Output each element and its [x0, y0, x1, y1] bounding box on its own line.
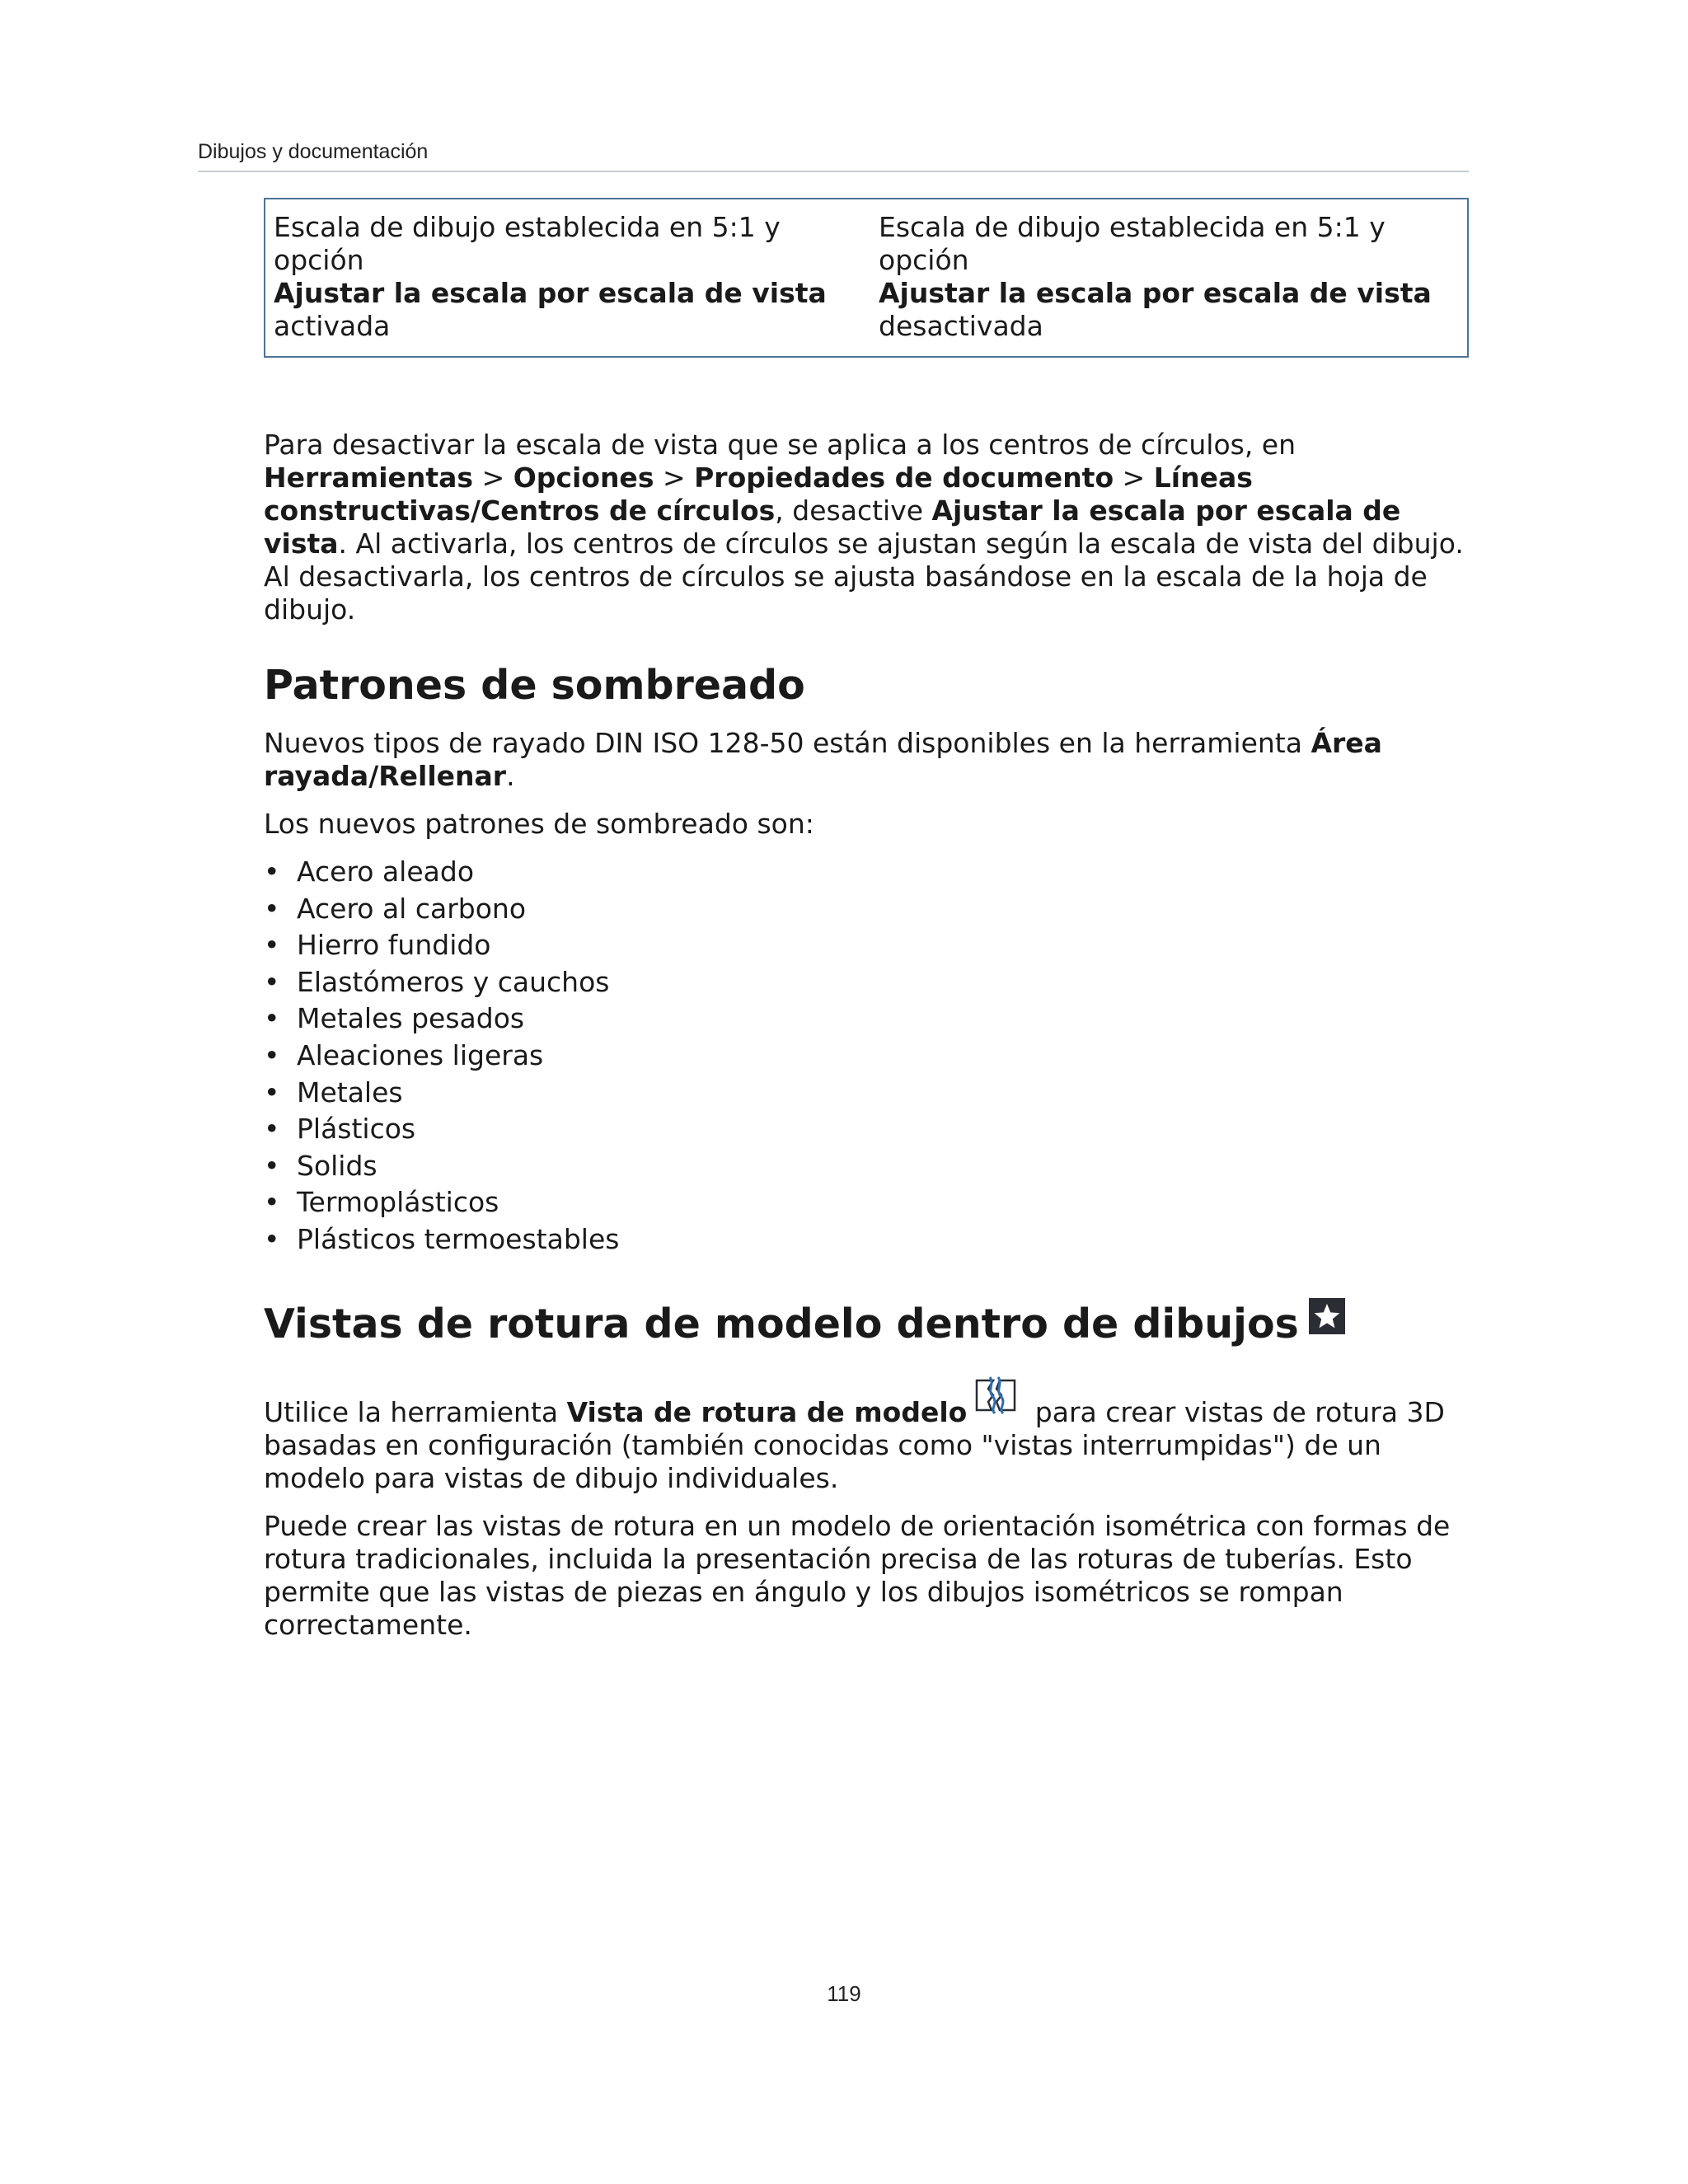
list-item: • Plásticos termoestables	[264, 1221, 1469, 1258]
tool-name-area-hatch: Área rayada/Rellenar	[264, 727, 1382, 792]
paragraph-model-break-tool: Utilice la herramienta Vista de rotura de modelo para crear vistas de rotura 3D basadas en configuración (también conocidas como "vistas interrumpidas") de un modelo para vistas de dibujo individuales.	[264, 1374, 1469, 1495]
menu-path-tools: Herramientas	[264, 462, 474, 494]
hatch-pattern-list	[264, 854, 1469, 1258]
list-item: • Aleaciones ligeras	[264, 1038, 1469, 1075]
page-content	[264, 198, 1469, 1642]
paragraph-patterns-lead: Los nuevos patrones de sombreado son:	[264, 808, 814, 840]
option-state: activada	[274, 310, 391, 342]
list-item: • Plásticos	[264, 1111, 1469, 1148]
list-item: • Metales pesados	[264, 1001, 1469, 1038]
list-item: • Metales	[264, 1075, 1469, 1112]
option-name: Ajustar la escala por escala de vista	[879, 277, 1432, 309]
table-cell-deactivated: Escala de dibujo establecida en 5:1 y opción Ajustar la escala por escala de vista desactivada	[879, 211, 1432, 342]
paragraph-isometric-breaks: Puede crear las vistas de rotura en un modelo de orientación isométrica con formas de rotura tradicionales, incluida la presentación precisa de las roturas de tuberías. Esto permite que las vistas de piezas en ángulo y los dibujos isométricos se rompan correctamente.	[264, 1509, 1451, 1641]
list-item: • Acero al carbono	[264, 891, 1469, 928]
list-item: • Hierro fundido	[264, 927, 1469, 964]
paragraph-hatch-intro: Nuevos tipos de rayado DIN ISO 128-50 están disponibles en la herramienta Área rayada/Rellenar.	[264, 727, 1382, 792]
table-cell-activated: Escala de dibujo establecida en 5:1 y opción Ajustar la escala por escala de vista activada	[274, 211, 827, 342]
menu-path-centerlines: Líneas constructivas/Centros de círculos	[264, 462, 1253, 527]
section-title-model-break-views: Vistas de rotura de modelo dentro de dibujos	[264, 1298, 1469, 1349]
section-title-hatch-patterns: Patrones de sombreado	[264, 662, 805, 709]
list-item: • Elastómeros y cauchos	[264, 964, 1469, 1001]
scale-comparison-table	[264, 198, 1469, 358]
tool-name-model-break-view: Vista de rotura de modelo	[566, 1395, 968, 1428]
list-item: • Solids	[264, 1148, 1469, 1185]
model-break-view-icon	[973, 1374, 1020, 1415]
option-name: Ajustar la escala por escala de vista	[264, 494, 1401, 560]
paragraph-disable-view-scale: Para desactivar la escala de vista que se aplica a los centros de círculos, en Herramientas > Opciones > Propiedades de documento > Líneas constructivas/Centros de círculos, desactive Ajustar la escala por escala de vista. Al activarla, los centros de círculos se ajustan según la escala de vista del dibujo. Al desactivarla, los centros de círculos se ajusta basándose en la escala de la hoja de dibujo.	[264, 429, 1464, 626]
menu-path-document-properties: Propiedades de documento	[694, 462, 1114, 494]
list-item: • Termoplásticos	[264, 1184, 1469, 1221]
option-state: desactivada	[879, 310, 1043, 342]
running-header: Dibujos y documentación	[198, 140, 1469, 172]
option-name: Ajustar la escala por escala de vista	[274, 277, 827, 309]
table-row	[265, 199, 1468, 357]
list-item: • Acero aleado	[264, 854, 1469, 891]
new-feature-star-icon	[1309, 1298, 1345, 1334]
menu-path-options: Opciones	[513, 462, 654, 494]
page-number: 119	[827, 1981, 861, 2006]
